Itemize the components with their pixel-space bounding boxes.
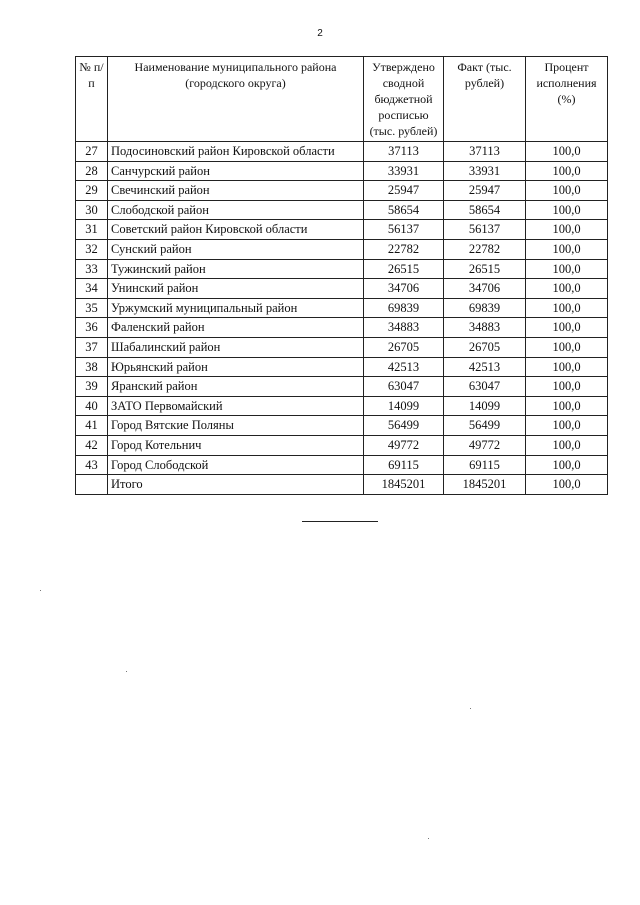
row-approved: 56137 <box>364 220 444 240</box>
row-percent: 100,0 <box>526 318 608 338</box>
row-fact: 14099 <box>444 396 526 416</box>
row-district-name: Фаленский район <box>108 318 364 338</box>
table-row <box>76 142 608 162</box>
table-row <box>76 239 608 259</box>
row-number: 31 <box>76 220 108 240</box>
header-name: Наименование муниципального района (городского округа) <box>108 57 364 142</box>
row-fact: 26515 <box>444 259 526 279</box>
total-num <box>76 475 108 495</box>
table-row <box>76 161 608 181</box>
row-approved: 56499 <box>364 416 444 436</box>
row-number: 34 <box>76 279 108 299</box>
table-row <box>76 435 608 455</box>
header-fact: Факт (тыс. рублей) <box>444 57 526 142</box>
row-approved: 34883 <box>364 318 444 338</box>
row-district-name: Тужинский район <box>108 259 364 279</box>
row-percent: 100,0 <box>526 396 608 416</box>
table-row <box>76 337 608 357</box>
row-number: 42 <box>76 435 108 455</box>
row-fact: 56137 <box>444 220 526 240</box>
row-district-name: Сунский район <box>108 239 364 259</box>
row-number: 27 <box>76 142 108 162</box>
row-fact: 63047 <box>444 377 526 397</box>
row-number: 41 <box>76 416 108 436</box>
row-percent: 100,0 <box>526 200 608 220</box>
row-fact: 69115 <box>444 455 526 475</box>
row-percent: 100,0 <box>526 239 608 259</box>
row-district-name: Юрьянский район <box>108 357 364 377</box>
row-number: 32 <box>76 239 108 259</box>
row-number: 28 <box>76 161 108 181</box>
row-percent: 100,0 <box>526 259 608 279</box>
row-percent: 100,0 <box>526 142 608 162</box>
budget-execution-table <box>75 56 608 495</box>
total-approved: 1845201 <box>364 475 444 495</box>
page-number: 2 <box>317 28 323 39</box>
table-row <box>76 200 608 220</box>
row-fact: 34706 <box>444 279 526 299</box>
row-percent: 100,0 <box>526 161 608 181</box>
row-number: 43 <box>76 455 108 475</box>
row-district-name: Город Слободской <box>108 455 364 475</box>
row-approved: 69839 <box>364 298 444 318</box>
table-row <box>76 377 608 397</box>
row-number: 39 <box>76 377 108 397</box>
closing-divider <box>302 521 378 522</box>
scan-speck <box>428 838 429 839</box>
table-row <box>76 416 608 436</box>
row-district-name: Санчурский район <box>108 161 364 181</box>
row-approved: 25947 <box>364 181 444 201</box>
table-row <box>76 455 608 475</box>
row-number: 36 <box>76 318 108 338</box>
row-percent: 100,0 <box>526 279 608 299</box>
row-number: 35 <box>76 298 108 318</box>
row-district-name: Яранский район <box>108 377 364 397</box>
row-percent: 100,0 <box>526 377 608 397</box>
row-fact: 25947 <box>444 181 526 201</box>
row-fact: 34883 <box>444 318 526 338</box>
row-percent: 100,0 <box>526 220 608 240</box>
row-fact: 69839 <box>444 298 526 318</box>
table-header-row <box>76 57 608 142</box>
row-district-name: Подосиновский район Кировской области <box>108 142 364 162</box>
row-fact: 49772 <box>444 435 526 455</box>
table-row <box>76 396 608 416</box>
row-number: 38 <box>76 357 108 377</box>
row-district-name: Шабалинский район <box>108 337 364 357</box>
row-approved: 63047 <box>364 377 444 397</box>
table-row <box>76 279 608 299</box>
header-approved: Утверждено сводной бюджетной росписью (тыс. рублей) <box>364 57 444 142</box>
row-approved: 69115 <box>364 455 444 475</box>
row-approved: 26705 <box>364 337 444 357</box>
row-fact: 37113 <box>444 142 526 162</box>
table-row <box>76 318 608 338</box>
row-fact: 42513 <box>444 357 526 377</box>
row-district-name: Унинский район <box>108 279 364 299</box>
row-approved: 14099 <box>364 396 444 416</box>
header-percent: Процент исполнения (%) <box>526 57 608 142</box>
table-row <box>76 220 608 240</box>
row-percent: 100,0 <box>526 416 608 436</box>
row-number: 30 <box>76 200 108 220</box>
row-approved: 37113 <box>364 142 444 162</box>
row-approved: 49772 <box>364 435 444 455</box>
table-row <box>76 181 608 201</box>
row-approved: 34706 <box>364 279 444 299</box>
row-approved: 58654 <box>364 200 444 220</box>
total-row <box>76 475 608 495</box>
row-fact: 58654 <box>444 200 526 220</box>
row-number: 29 <box>76 181 108 201</box>
table-row <box>76 298 608 318</box>
row-number: 37 <box>76 337 108 357</box>
scan-speck <box>126 671 127 672</box>
row-approved: 26515 <box>364 259 444 279</box>
row-approved: 42513 <box>364 357 444 377</box>
scan-speck <box>470 708 471 709</box>
row-percent: 100,0 <box>526 181 608 201</box>
row-fact: 26705 <box>444 337 526 357</box>
row-fact: 33931 <box>444 161 526 181</box>
row-percent: 100,0 <box>526 337 608 357</box>
row-district-name: Советский район Кировской области <box>108 220 364 240</box>
table-row <box>76 259 608 279</box>
row-district-name: ЗАТО Первомайский <box>108 396 364 416</box>
row-percent: 100,0 <box>526 357 608 377</box>
table-body <box>76 142 608 475</box>
row-percent: 100,0 <box>526 298 608 318</box>
row-percent: 100,0 <box>526 455 608 475</box>
row-percent: 100,0 <box>526 435 608 455</box>
row-approved: 33931 <box>364 161 444 181</box>
row-district-name: Город Котельнич <box>108 435 364 455</box>
total-fact: 1845201 <box>444 475 526 495</box>
total-percent: 100,0 <box>526 475 608 495</box>
header-num: № п/п <box>76 57 108 142</box>
row-number: 40 <box>76 396 108 416</box>
scan-speck <box>40 590 41 591</box>
row-district-name: Город Вятские Поляны <box>108 416 364 436</box>
row-fact: 22782 <box>444 239 526 259</box>
row-approved: 22782 <box>364 239 444 259</box>
total-label: Итого <box>108 475 364 495</box>
row-number: 33 <box>76 259 108 279</box>
table-row <box>76 357 608 377</box>
row-fact: 56499 <box>444 416 526 436</box>
row-district-name: Уржумский муниципальный район <box>108 298 364 318</box>
row-district-name: Слободской район <box>108 200 364 220</box>
row-district-name: Свечинский район <box>108 181 364 201</box>
